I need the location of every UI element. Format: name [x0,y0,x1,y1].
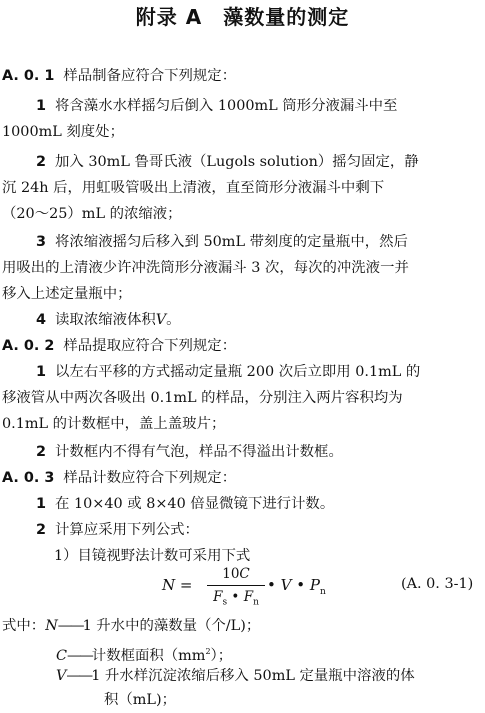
item-number: 4 [36,312,47,328]
definition-text: 1 升水中的藻数量（个/L)； [82,618,261,634]
definition-dash: —— [57,618,83,634]
definition-sup: 2 [205,647,211,656]
clause-a01 [2,66,236,86]
item-a01-3-cont1: 用吸出的上清液少许冲洗筒形分液漏斗 3 次，每次的冲洗液一并 [2,260,409,276]
formula-var-n: N [162,576,176,594]
definition-text: 计数框面积（mm [91,647,206,664]
clause-text: 样品计数应符合下列规定： [63,470,237,486]
clause-text: 样品提取应符合下列规定： [63,338,237,354]
item-a03-2 [36,520,199,540]
item-a01-4 [36,310,181,330]
fraction-denominator [207,587,265,607]
clause-a03 [2,468,236,488]
clause-number: A. 0. 1 [2,68,55,84]
item-a01-3 [36,232,408,252]
item-a01-1 [36,96,397,116]
item-a02-1-cont2: 0.1mL 的计数框中，盖上盖玻片； [2,416,226,432]
fraction-bar [207,585,265,586]
item-text: 在 10×40 或 8×40 倍显微镜下进行计数。 [55,496,335,512]
item-number: 3 [36,234,47,250]
formula-a03-1 [0,564,485,608]
definition-end: ）； [210,647,233,664]
item-text: 将浓缩液摇匀后移入到 50mL 带刻度的定量瓶中，然后 [55,234,408,250]
denominator-dot: • [227,589,244,605]
item-text: 计算应采用下列公式： [55,522,199,538]
item-a01-2-cont1: 沉 24h 后，用虹吸管吸出上清液，直至筒形分液漏斗中剩下 [2,180,385,196]
clause-text: 样品制备应符合下列规定： [63,68,237,84]
definition-dash: —— [66,668,92,684]
definition-c [56,642,232,666]
appendix-title: 附录 A 藻数量的测定 [135,5,350,29]
definition-var: C [56,647,68,664]
equation-number: (A. 0. 3-1) [401,576,474,592]
definition-var: V [56,668,67,684]
item-a02-1 [36,362,420,382]
rhs-sub-n: n [319,587,326,597]
definition-v [56,666,415,686]
numerator-var-c: C [239,566,250,582]
item-text: 加入 30mL 鲁哥氏液（Lugols solution）摇匀固定，静 [55,154,419,170]
item-a01-2-cont2: （20～25）mL 的浓缩液； [2,206,182,222]
numerator-coefficient: 10 [222,566,240,582]
clause-number: A. 0. 2 [2,338,55,354]
item-number: 2 [36,522,47,538]
denominator-var-fn: F [243,589,254,605]
fraction-numerator [207,564,265,584]
denominator-sub-n: n [253,597,259,608]
definition-intro: 式中： [2,618,46,634]
formula-equals: = [179,576,193,594]
item-a02-1-cont1: 移液管从中两次各吸出 0.1mL 的样品，分别注入两片容积均为 [2,390,403,406]
formula-rhs [267,576,326,597]
item-number: 1 [36,364,47,380]
item-text: 以左右平移的方式摇动定量瓶 200 次后立即用 0.1mL 的 [55,364,421,380]
item-number: 1 [36,98,47,114]
definition-v-cont: 积（mL)； [104,692,176,708]
item-a03-1 [36,494,334,514]
item-text: 计数框内不得有气泡，样品不得溢出计数框。 [55,444,343,460]
variable-v: V [155,312,167,328]
definition-text: 1 升水样沉淀浓缩后移入 50mL 定量瓶中溶液的体 [91,668,415,684]
item-a02-2 [36,442,343,462]
rhs-var-v: V [280,576,292,594]
item-number: 2 [36,444,47,460]
item-text: 读取浓缩液体积 [55,312,156,328]
item-end: 。 [166,312,181,328]
item-a01-2 [36,152,419,172]
denominator-var-fs: F [213,589,223,605]
definition-dash: —— [67,647,92,664]
denominator-sub-s: s [222,597,228,608]
subitem-a03-2-1: 1）目镜视野法计数可采用下式 [54,548,251,564]
item-a01-3-cont2: 移入上述定量瓶中； [2,286,132,302]
item-a01-1-cont: 1000mL 刻度处； [2,124,124,140]
formula-fraction [207,564,265,607]
definition-var: N [45,618,58,634]
definition-n [2,616,260,636]
rhs-dot: • [291,576,310,594]
rhs-dot: • [267,576,281,594]
item-number: 2 [36,154,47,170]
rhs-var-p: P [309,576,320,594]
formula-lhs [162,576,192,594]
item-number: 1 [36,496,47,512]
item-text: 将含藻水水样摇匀后倒入 1000mL 筒形分液漏斗中至 [55,98,398,114]
clause-number: A. 0. 3 [2,470,55,486]
clause-a02 [2,336,236,356]
